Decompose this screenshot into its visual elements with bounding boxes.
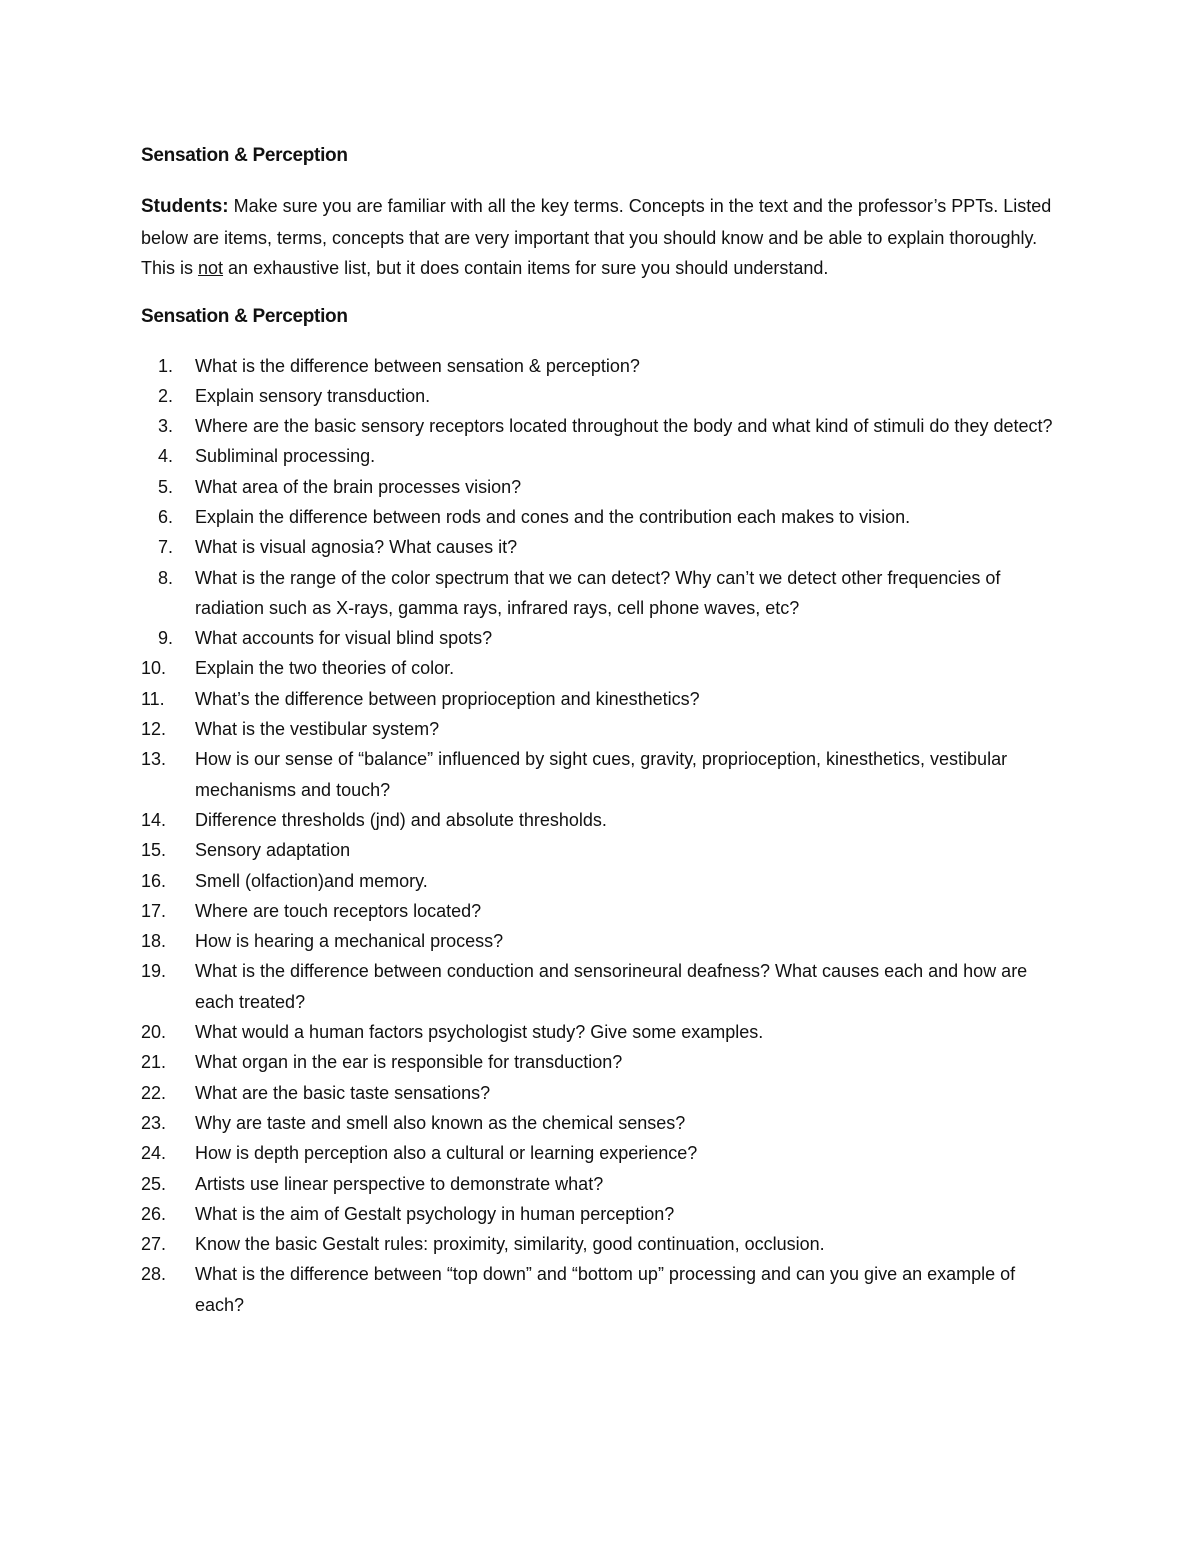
list-item-number: 24. — [141, 1143, 167, 1164]
list-item-number: 3. — [158, 416, 174, 437]
list-item — [141, 684, 1061, 714]
list-item-text: What is the range of the color spectrum that we can detect? Why can’t we detect other frequencies of radiation such as X-rays, gamma rays, infrared rays, cell phone waves, etc? — [195, 567, 1001, 618]
section-heading: Sensation & Perception — [141, 305, 348, 327]
list-item — [141, 441, 1061, 471]
list-item-number: 11. — [141, 688, 165, 709]
list-item-text: Explain the two theories of color. — [195, 658, 455, 679]
page-title: Sensation & Perception — [141, 145, 348, 166]
list-item-text: What is the vestibular system? — [195, 719, 440, 740]
list-item-number: 22. — [141, 1082, 167, 1103]
list-item-text: What is the difference between “top down” and “bottom up” processing and can you give an example of each? — [195, 1264, 1016, 1315]
list-item-number: 12. — [141, 719, 167, 740]
list-item — [141, 1138, 1061, 1168]
list-item-number: 2. — [158, 385, 174, 406]
list-item-text: How is hearing a mechanical process? — [195, 931, 504, 952]
list-item — [141, 411, 1061, 441]
list-item-text: What accounts for visual blind spots? — [195, 628, 493, 649]
intro-text-before: Make sure you are familiar with all the key terms. Concepts in the text and the professor’s PPTs. Listed below are items, terms, concepts that are very important that you should know and be able to explain thoroughly. This is — [141, 196, 1052, 278]
list-item-number: 19. — [141, 961, 167, 982]
list-item-text: What area of the brain processes vision? — [195, 476, 522, 497]
intro-label: Students: — [141, 196, 229, 217]
list-item-number: 5. — [158, 476, 174, 497]
list-item-number: 18. — [141, 931, 167, 952]
list-item-number: 25. — [141, 1173, 167, 1194]
list-item — [141, 623, 1061, 653]
list-item-number: 6. — [158, 506, 174, 527]
list-item — [141, 1259, 1061, 1320]
list-item — [141, 1229, 1061, 1259]
list-item-text: What organ in the ear is responsible for transduction? — [195, 1052, 623, 1073]
list-item — [141, 714, 1061, 744]
list-item — [141, 472, 1061, 502]
list-item — [141, 835, 1061, 865]
list-item-text: How is depth perception also a cultural or learning experience? — [195, 1143, 698, 1164]
list-item — [141, 744, 1061, 805]
list-item-text: What is visual agnosia? What causes it? — [195, 537, 518, 558]
list-item-number: 7. — [158, 537, 174, 558]
list-item-text: What is the difference between conduction and sensorineural deafness? What causes each and how are each treated? — [195, 961, 1028, 1012]
list-item-text: Explain the difference between rods and cones and the contribution each makes to vision. — [195, 506, 911, 527]
list-item-number: 21. — [141, 1052, 167, 1073]
list-item — [141, 1169, 1061, 1199]
list-item-text: What is the aim of Gestalt psychology in human perception? — [195, 1203, 675, 1224]
document-content — [141, 141, 1061, 1320]
list-item — [141, 502, 1061, 532]
list-item-text: What’s the difference between proprioception and kinesthetics? — [195, 688, 700, 709]
list-item — [141, 653, 1061, 683]
list-item — [141, 1108, 1061, 1138]
list-item-text: Where are touch receptors located? — [195, 900, 482, 921]
list-item-text: Difference thresholds (jnd) and absolute thresholds. — [195, 809, 607, 830]
list-item-number: 1. — [158, 355, 174, 376]
list-item-text: What would a human factors psychologist study? Give some examples. — [195, 1022, 764, 1043]
list-item-number: 13. — [141, 749, 167, 770]
list-item-number: 23. — [141, 1112, 167, 1133]
list-item-number: 16. — [141, 870, 167, 891]
list-item-text: Artists use linear perspective to demonstrate what? — [195, 1173, 604, 1194]
list-item — [141, 896, 1061, 926]
list-item-number: 20. — [141, 1022, 167, 1043]
intro-underlined-word: not — [198, 258, 224, 278]
intro-paragraph — [141, 191, 1061, 284]
list-item — [141, 381, 1061, 411]
list-item-text: Why are taste and smell also known as the chemical senses? — [195, 1112, 686, 1133]
list-item-number: 27. — [141, 1234, 167, 1255]
list-item — [141, 805, 1061, 835]
list-item — [141, 926, 1061, 956]
list-item-number: 17. — [141, 900, 167, 921]
list-item-text: Explain sensory transduction. — [195, 385, 431, 406]
list-item — [141, 1078, 1061, 1108]
list-item-number: 28. — [141, 1264, 167, 1285]
list-item-number: 15. — [141, 840, 167, 861]
list-item-number: 10. — [141, 658, 167, 679]
question-list — [141, 351, 1061, 1321]
list-item — [141, 532, 1061, 562]
list-item — [141, 563, 1061, 624]
list-item-number: 8. — [158, 567, 174, 588]
list-item-number: 4. — [158, 446, 174, 467]
list-item — [141, 1047, 1061, 1077]
list-item-text: Know the basic Gestalt rules: proximity, similarity, good continuation, occlusion. — [195, 1234, 825, 1255]
list-item-text: What are the basic taste sensations? — [195, 1082, 491, 1103]
list-item — [141, 956, 1061, 1017]
list-item — [141, 1017, 1061, 1047]
list-item-text: Where are the basic sensory receptors located throughout the body and what kind of stimuli do they detect? — [195, 416, 1053, 437]
list-item-number: 14. — [141, 809, 167, 830]
list-item-text: Sensory adaptation — [195, 840, 351, 861]
list-item-number: 9. — [158, 628, 174, 649]
list-item — [141, 1199, 1061, 1229]
intro-text-after: an exhaustive list, but it does contain items for sure you should understand. — [223, 258, 829, 278]
list-item-text: Smell (olfaction)and memory. — [195, 870, 428, 891]
list-item — [141, 351, 1061, 381]
list-item-text: What is the difference between sensation & perception? — [195, 355, 640, 376]
list-item-text: How is our sense of “balance” influenced by sight cues, gravity, proprioception, kinesthetics, vestibular mechanisms and touch? — [195, 749, 1008, 800]
list-item-number: 26. — [141, 1203, 167, 1224]
list-item-text: Subliminal processing. — [195, 446, 376, 467]
list-item — [141, 866, 1061, 896]
